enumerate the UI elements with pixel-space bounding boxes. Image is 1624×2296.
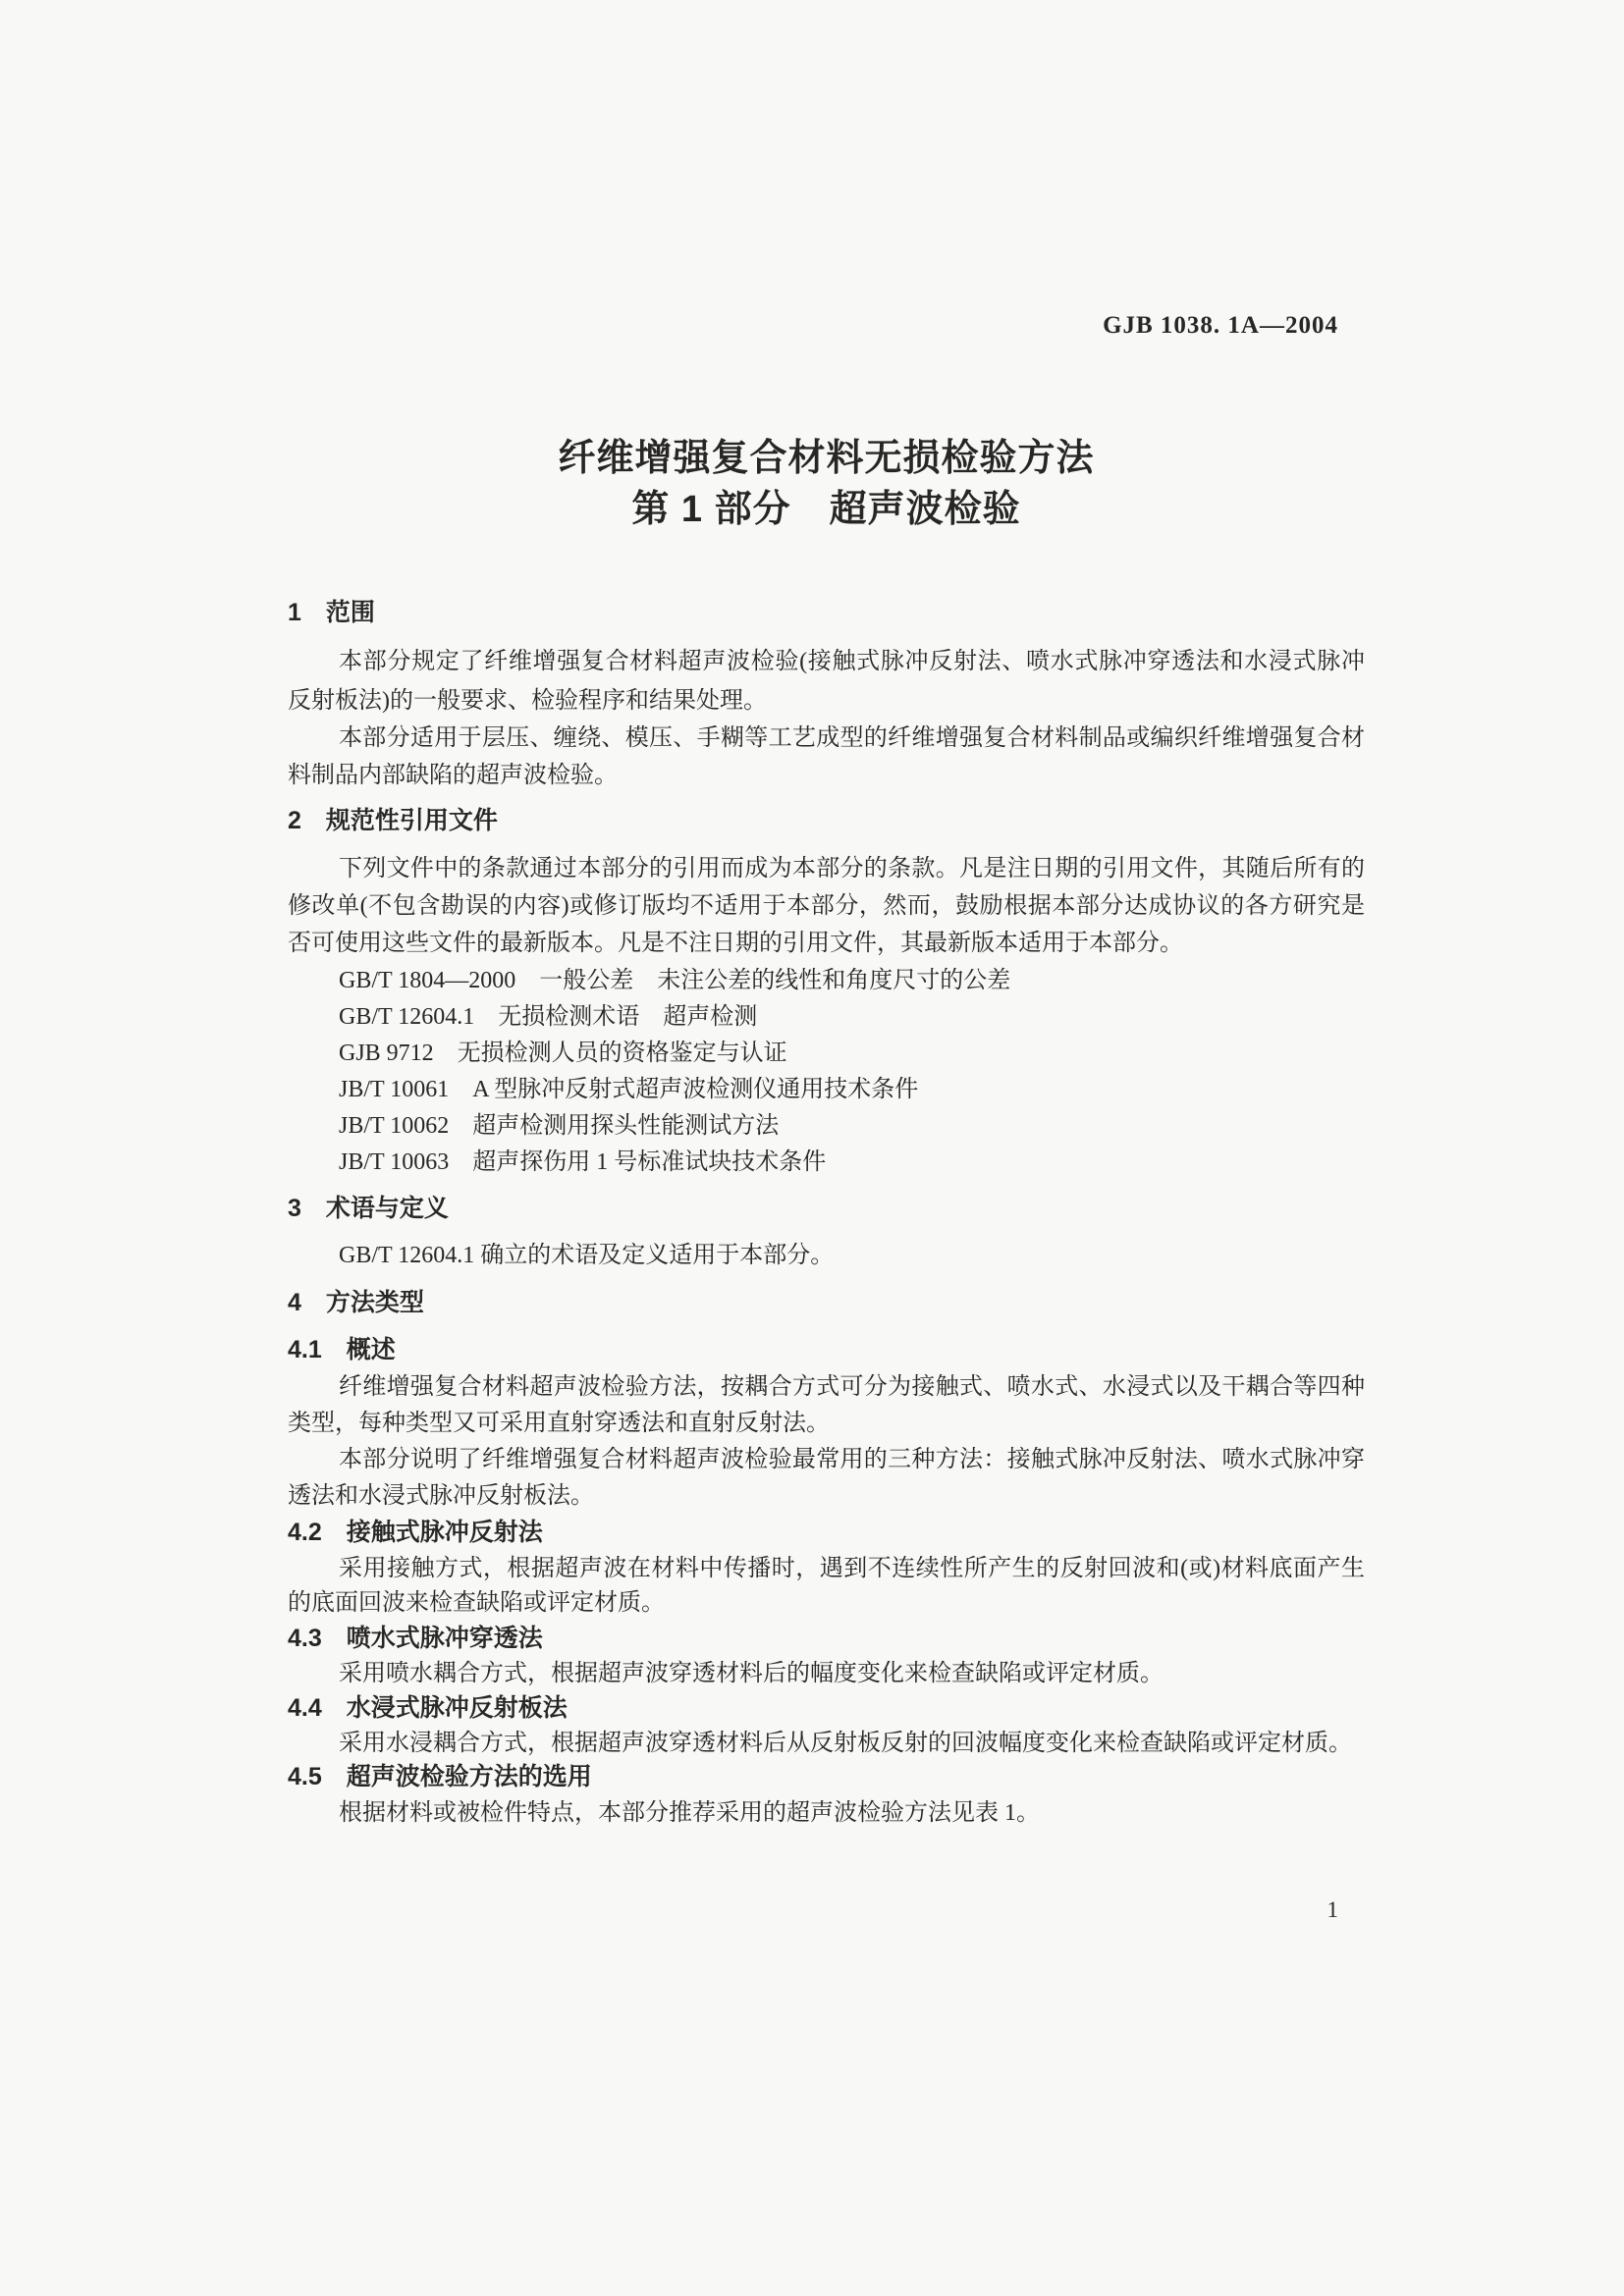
section-heading: 4 方法类型 <box>288 1289 424 1316</box>
body-text-line: 采用接触方式，根据超声波在材料中传播时，遇到不连续性所产生的反射回波和(或)材料底面产生 <box>339 1556 1365 1581</box>
subsection-heading: 4.2 接触式脉冲反射法 <box>288 1519 543 1546</box>
body-text-line: 料制品内部缺陷的超声波检验。 <box>288 763 618 788</box>
standard-designation: GJB 1038. 1A—2004 <box>1103 312 1338 339</box>
section-heading: 1 范围 <box>288 599 375 626</box>
reference-item: JB/T 10062 超声检测用探头性能测试方法 <box>339 1113 780 1139</box>
subsection-heading: 4.1 概述 <box>288 1336 396 1363</box>
document-title-line: 纤维增强复合材料无损检验方法 <box>558 438 1095 479</box>
subsection-heading: 4.4 水浸式脉冲反射板法 <box>288 1694 568 1722</box>
body-text-line: 本部分适用于层压、缠绕、模压、手糊等工艺成型的纤维增强复合材料制品或编织纤维增强复合材 <box>339 725 1365 751</box>
subsection-heading: 4.5 超声波检验方法的选用 <box>288 1763 592 1790</box>
body-text-line: 下列文件中的条款通过本部分的引用而成为本部分的条款。凡是注日期的引用文件，其随后所有的 <box>339 856 1365 881</box>
subsection-heading: 4.3 喷水式脉冲穿透法 <box>288 1625 543 1652</box>
body-text-line: 修改单(不包含勘误的内容)或修订版均不适用于本部分，然而，鼓励根据本部分达成协议的各方研究是 <box>288 893 1365 919</box>
body-text-line: 本部分规定了纤维增强复合材料超声波检验(接触式脉冲反射法、喷水式脉冲穿透法和水浸式脉冲 <box>339 649 1365 674</box>
body-text-line: 的底面回波来检查缺陷或评定材质。 <box>288 1590 665 1616</box>
page-number: 1 <box>1326 1897 1338 1922</box>
reference-item: JB/T 10063 超声探伤用 1 号标准试块技术条件 <box>339 1149 827 1175</box>
reference-item: JB/T 10061 A 型脉冲反射式超声波检测仪通用技术条件 <box>339 1077 919 1102</box>
section-heading: 3 术语与定义 <box>288 1195 449 1222</box>
body-text-line: 采用水浸耦合方式，根据超声波穿透材料后从反射板反射的回波幅度变化来检查缺陷或评定材质。 <box>339 1731 1352 1756</box>
body-text-line: 否可使用这些文件的最新版本。凡是不注日期的引用文件，其最新版本适用于本部分。 <box>288 931 1183 956</box>
body-text-line: 反射板法)的一般要求、检验程序和结果处理。 <box>288 688 767 714</box>
document-title-line: 第 1 部分 超声波检验 <box>631 489 1021 530</box>
body-text-line: 纤维增强复合材料超声波检验方法，按耦合方式可分为接触式、喷水式、水浸式以及干耦合等四种 <box>339 1374 1365 1400</box>
reference-item: GJB 9712 无损检测人员的资格鉴定与认证 <box>339 1041 787 1066</box>
body-text-line: 根据材料或被检件特点，本部分推荐采用的超声波检验方法见表 1。 <box>339 1800 1040 1826</box>
body-text-line: 透法和水浸式脉冲反射板法。 <box>288 1483 594 1509</box>
body-text-line: 采用喷水耦合方式，根据超声波穿透材料后的幅度变化来检查缺陷或评定材质。 <box>339 1661 1164 1686</box>
body-text-line: GB/T 12604.1 确立的术语及定义适用于本部分。 <box>339 1243 835 1268</box>
reference-item: GB/T 12604.1 无损检测术语 超声检测 <box>339 1004 758 1030</box>
section-heading: 2 规范性引用文件 <box>288 807 498 834</box>
body-text-line: 本部分说明了纤维增强复合材料超声波检验最常用的三种方法：接触式脉冲反射法、喷水式脉冲穿 <box>339 1447 1365 1472</box>
reference-item: GB/T 1804—2000 一般公差 未注公差的线性和角度尺寸的公差 <box>339 968 1011 993</box>
body-text-line: 类型，每种类型又可采用直射穿透法和直射反射法。 <box>288 1411 830 1436</box>
